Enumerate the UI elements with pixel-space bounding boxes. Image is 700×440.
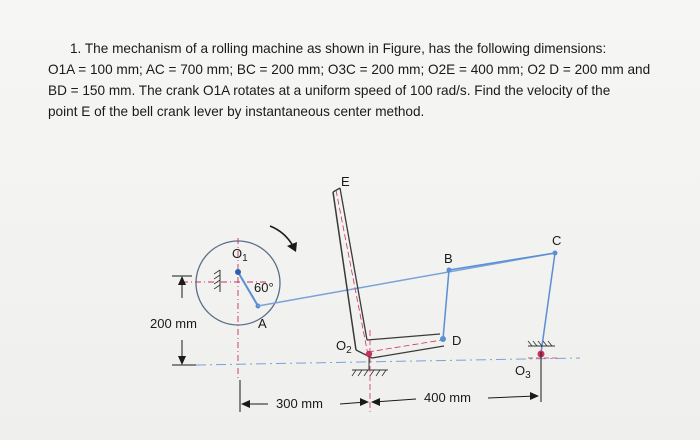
- coupler-ac: [258, 253, 555, 306]
- dim-300-left-arrowhead: [241, 400, 250, 408]
- problem-line-1: 1. The mechanism of a rolling machine as shown in Figure, has the following dimensions:: [70, 41, 607, 56]
- dim-400-left-arrowhead: [371, 398, 380, 406]
- dim-400-right-arrowhead: [530, 392, 539, 400]
- dim-400-right-arrow: [488, 396, 536, 398]
- label-c: C: [552, 233, 562, 248]
- lever-o2d-lower: [372, 346, 444, 358]
- label-a: A: [258, 316, 267, 331]
- dim-300-right-arrowhead: [360, 398, 369, 406]
- problem-line-2: O1A = 100 mm; AC = 700 mm; BC = 200 mm; O3C = 200 mm; O2E = 400 mm; O2 D = 200 mm and: [48, 62, 651, 77]
- o3-ground-hatch: [528, 341, 552, 346]
- lever-o2d: [367, 334, 440, 340]
- o1-ground-hatch: [214, 270, 220, 289]
- o2-ground-hatch: [352, 370, 386, 376]
- dim-label-400: 400 mm: [424, 390, 471, 405]
- problem-line-3: BD = 150 mm. The crank O1A rotates at a uniform speed of 100 rad/s. Find the velocity of the: [48, 83, 611, 98]
- label-o3: $O_3$: [515, 363, 531, 381]
- pivot-b: [447, 268, 452, 273]
- pivot-d: [440, 336, 446, 342]
- label-o2: $O_2$: [336, 338, 352, 356]
- lever-o2d-centerline: [368, 340, 442, 352]
- label-d: D: [452, 333, 462, 348]
- dim-200-top-arrowhead: [178, 276, 186, 285]
- label-angle: 60°: [254, 280, 274, 295]
- dim-200-bottom-arrowhead: [178, 356, 186, 365]
- rotation-arrow: [270, 226, 293, 246]
- dim-label-300: 300 mm: [276, 396, 323, 411]
- dim-label-200: 200 mm: [150, 316, 197, 331]
- link-o3c: [541, 253, 555, 353]
- problem-line-4: point E of the bell crank lever by instantaneous center method.: [48, 104, 425, 119]
- label-e: E: [341, 174, 350, 189]
- dim-400-left-arrow: [374, 399, 416, 402]
- link-bc: [449, 253, 555, 270]
- link-bd: [443, 270, 449, 339]
- label-o1: $O_1$: [232, 246, 248, 264]
- label-b: B: [444, 251, 453, 266]
- pivot-o1: [235, 269, 241, 275]
- lever-centerline: [336, 190, 368, 355]
